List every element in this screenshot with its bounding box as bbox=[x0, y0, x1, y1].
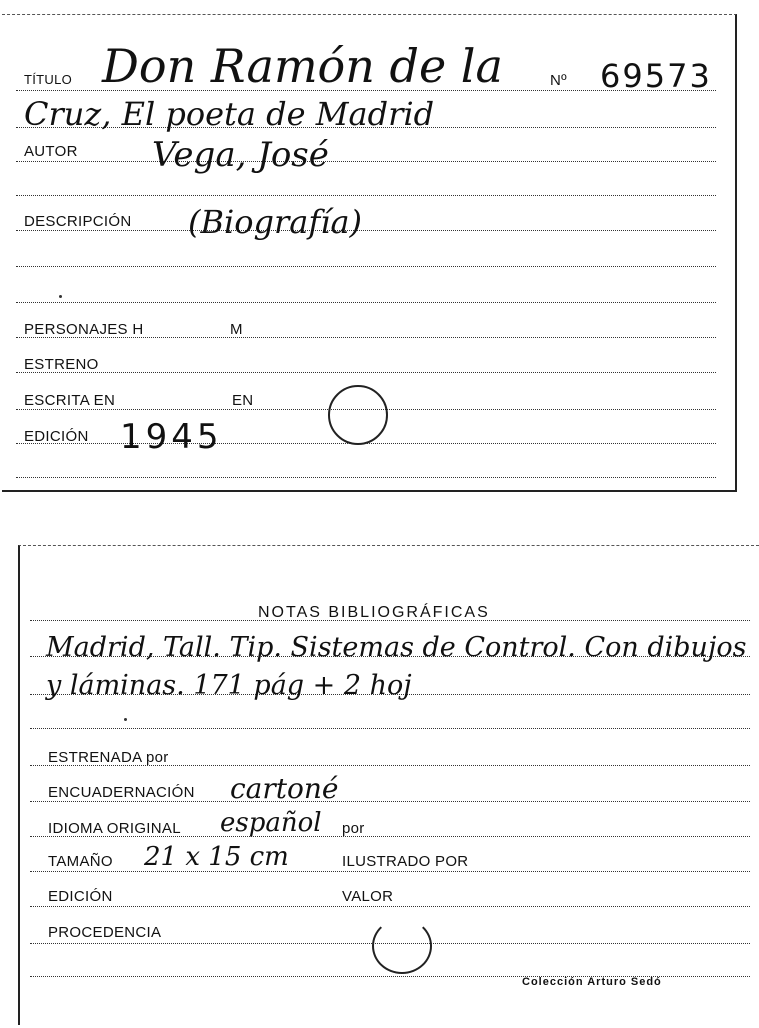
notas-bibliograficas-heading: NOTAS BIBLIOGRÁFICAS bbox=[258, 604, 490, 621]
titulo-label: TÍTULO bbox=[24, 72, 73, 87]
field-rule bbox=[16, 161, 716, 162]
punch-hole bbox=[372, 918, 432, 974]
field-rule bbox=[30, 871, 750, 872]
notes-line1: Madrid, Tall. Tip. Sistemas de Control. Con dibujos bbox=[46, 632, 747, 663]
autor-label: AUTOR bbox=[24, 143, 78, 160]
catalog-card-back bbox=[18, 545, 759, 1025]
field-rule bbox=[16, 302, 716, 303]
collection-credit: Colección Arturo Sedó bbox=[522, 976, 662, 988]
idioma-por-label: por bbox=[342, 820, 365, 837]
field-rule bbox=[16, 195, 716, 196]
personajes-h-label: PERSONAJES H bbox=[24, 321, 144, 338]
idioma-original-label: IDIOMA ORIGINAL bbox=[48, 820, 181, 837]
edicion-label: EDICIÓN bbox=[48, 888, 113, 905]
descripcion-label: DESCRIPCIÓN bbox=[24, 213, 132, 230]
descripcion-value: (Biografía) bbox=[188, 203, 362, 241]
procedencia-label: PROCEDENCIA bbox=[48, 924, 162, 941]
en-label: EN bbox=[232, 392, 254, 409]
numero-value: 69573 bbox=[600, 57, 712, 95]
punch-hole bbox=[328, 385, 388, 445]
ink-speck bbox=[124, 718, 127, 721]
personajes-m-label: M bbox=[230, 321, 243, 338]
titulo-value-line1: Don Ramón de la bbox=[102, 39, 503, 93]
titulo-value-line2: Cruz, El poeta de Madrid bbox=[24, 95, 435, 133]
field-rule bbox=[16, 230, 716, 231]
edicion-value: 1945 bbox=[120, 417, 223, 457]
field-rule bbox=[16, 477, 716, 478]
encuadernacion-value: cartoné bbox=[230, 772, 339, 805]
field-rule bbox=[30, 728, 750, 729]
field-rule bbox=[16, 372, 716, 373]
ilustrado-por-label: ILUSTRADO POR bbox=[342, 853, 469, 870]
field-rule bbox=[30, 801, 750, 802]
field-rule bbox=[30, 906, 750, 907]
field-rule bbox=[16, 266, 716, 267]
escrita-en-label: ESCRITA EN bbox=[24, 392, 116, 409]
autor-value: Vega, José bbox=[152, 135, 329, 175]
tamano-label: TAMAÑO bbox=[48, 853, 113, 870]
ink-speck bbox=[59, 295, 62, 298]
catalog-card-front bbox=[2, 14, 737, 492]
valor-label: VALOR bbox=[342, 888, 394, 905]
edicion-label: EDICIÓN bbox=[24, 428, 89, 445]
estrenada-por-label: ESTRENADA por bbox=[48, 749, 169, 766]
notes-line2: y láminas. 171 pág + 2 hoj bbox=[46, 670, 412, 701]
tamano-value: 21 x 15 cm bbox=[144, 842, 289, 872]
encuadernacion-label: ENCUADERNACIÓN bbox=[48, 784, 195, 801]
idioma-original-value: español bbox=[220, 808, 322, 838]
estreno-label: ESTRENO bbox=[24, 356, 99, 373]
numero-label: Nº bbox=[550, 72, 567, 89]
